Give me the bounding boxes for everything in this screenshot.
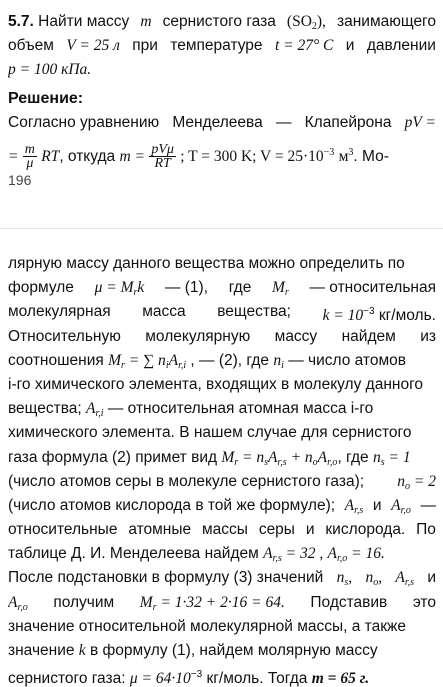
page-break <box>0 228 443 243</box>
continuation-block <box>8 252 436 687</box>
cont-line-7: вещества; $A_{r,i}$ — относительная атомная масса i-го <box>8 400 374 420</box>
problem-line-3: p = 100 кПа. <box>8 61 92 79</box>
cont-line-12: относительные атомные массы серы и кислорода. По <box>8 521 436 539</box>
cont-line-13: таблице Д. И. Менделеева найдем $A_{r,s} = 32$ , $A_{r,o} = 16$. <box>8 545 385 565</box>
fraction-m-over-mu: $\frac{m}{\mu}$ <box>24 142 35 171</box>
cont-line-2: формуле $\mu = M_rk$ — (1), где $M_r$ — относительная <box>8 279 436 299</box>
cont-line-11: (число атомов кислорода в той же формуле); $A_{r,s}$ и $A_{r,o}$ — <box>8 496 436 516</box>
solution-line-2: = $\frac{m}{\mu}$ RT, откуда m = $\frac{\text{pVμ}}{RT}$ ; T = 300 K; $V = 25\cdot 10^{-3}$ $м^3$. Мо- <box>8 142 389 171</box>
problem-block <box>8 10 436 189</box>
cont-line-9: газа формула (2) примет вид $M_r = n_sA_{r,s} + n_oA_{r,o}$, где $n_s = 1$ <box>8 448 411 468</box>
cont-line-15: $A_{r,o}$ получим $M_r = 1\cdot 32 + 2\cdot 16 = 64$. Подставив это <box>8 593 436 613</box>
cont-line-4: Относительную молекулярную массу найдем из <box>8 327 436 345</box>
solution-line-1: Согласно уравнению Менделеева — Клапейрона pV = <box>8 113 436 131</box>
problem-line-2: объем V = 25 л при температуре t = 27° C и давлении <box>8 37 436 55</box>
fraction-pvmu-over-rt: $\frac{\text{pVμ}}{RT}$ <box>151 142 174 171</box>
problem-line-1: 5.7. Найти массу m сернистого газа $(SO_2)$, занимающего <box>8 13 436 32</box>
solution-heading: Решение: <box>8 89 84 107</box>
cont-line-10: (число атомов серы в молекуле сернистого газа); $n_o = 2$ <box>8 472 436 492</box>
page-number: 196 <box>8 171 32 188</box>
cont-line-8: химического элемента. В нашем случае для сернистого <box>8 424 412 442</box>
cont-line-18: сернистого газа: $\mu = 64\cdot 10^{-3}$ кг/моль. Тогда m = 65 г. <box>8 669 370 687</box>
cont-line-6: i-го химического элемента, входящих в молекулу данного <box>8 375 423 393</box>
cont-line-1: лярную массу данного вещества можно определить по <box>8 255 405 272</box>
cont-line-3: молекулярная масса вещества; $k = 10^{-3}$ кг/моль. <box>8 303 436 325</box>
cont-line-16: значение относительной молекулярной массы, а также <box>8 617 406 635</box>
cont-line-5: соотношения $M_r$ = ∑ $n_iA_{r,i}$ , — (2), где $n_i$ — число атомов <box>8 351 406 371</box>
problem-number: 5.7. <box>8 13 34 30</box>
cont-line-17: значение k в формулу (1), найдем молярную массу <box>8 642 378 659</box>
cont-line-14: После подстановки в формулу (3) значений $n_s$, $n_o$, $A_{r,s}$ и <box>8 569 436 589</box>
